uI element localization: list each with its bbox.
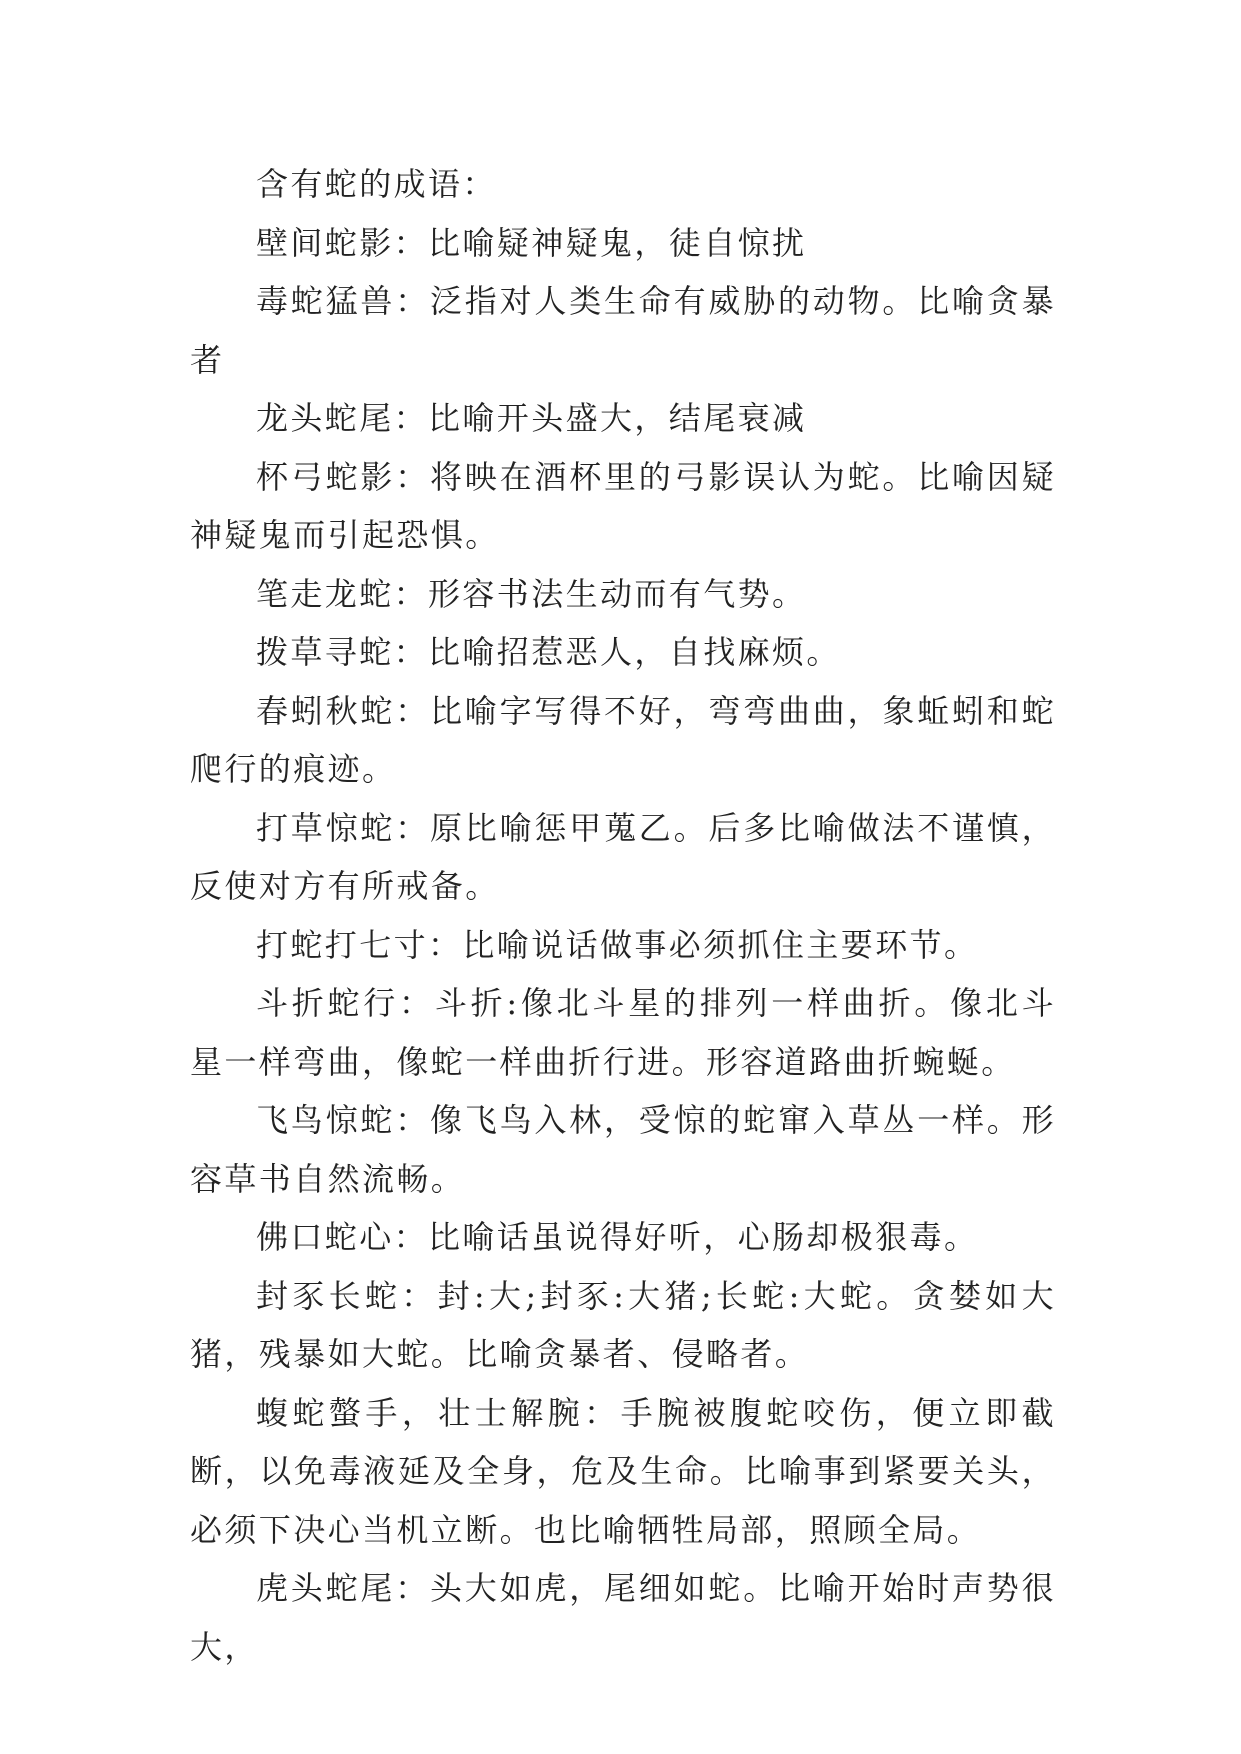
idiom-paragraph: 打蛇打七寸：比喻说话做事必须抓住主要环节。 (256, 925, 979, 964)
idiom-paragraph: 龙头蛇尾：比喻开头盛大，结尾衰减 (256, 399, 807, 437)
document-body (190, 155, 1056, 1676)
idiom-paragraph: 笔走龙蛇：形容书法生动而有气势。 (256, 574, 807, 613)
idiom-paragraph: 虎头蛇尾：头大如虎，尾细如蛇。比喻开始时声势很大， (190, 1569, 1056, 1666)
idiom-paragraph: 杯弓蛇影：将映在酒杯里的弓影误认为蛇。比喻因疑神疑鬼而引起恐惧。 (190, 457, 1056, 554)
idiom-paragraph: 封豕长蛇：封:大;封豕:大猪;长蛇:大蛇。贪婪如大猪，残暴如大蛇。比喻贪暴者、侵略者。 (190, 1276, 1056, 1373)
idiom-paragraph: 毒蛇猛兽：泛指对人类生命有威胁的动物。比喻贪暴者 (190, 282, 1056, 379)
idiom-paragraph: 斗折蛇行：斗折:像北斗星的排列一样曲折。像北斗星一样弯曲，像蛇一样曲折行进。形容道路曲折蜿蜒。 (190, 984, 1056, 1081)
idiom-paragraph: 佛口蛇心：比喻话虽说得好听，心肠却极狠毒。 (256, 1218, 979, 1256)
idiom-paragraph: 壁间蛇影：比喻疑神疑鬼，徒自惊扰 (256, 223, 807, 262)
document-heading: 含有蛇的成语： (256, 165, 497, 203)
idiom-paragraph: 拨草寻蛇：比喻招惹恶人，自找麻烦。 (256, 633, 841, 671)
idiom-paragraph: 飞鸟惊蛇：像飞鸟入林，受惊的蛇窜入草丛一样。形容草书自然流畅。 (190, 1101, 1056, 1198)
idiom-paragraph: 蝮蛇螫手，壮士解腕：手腕被腹蛇咬伤，便立即截断，以免毒液延及全身，危及生命。比喻事到紧要关头，必须下决心当机立断。也比喻牺牲局部，照顾全局。 (190, 1393, 1056, 1549)
idiom-paragraph: 打草惊蛇：原比喻惩甲蒐乙。后多比喻做法不谨慎，反使对方有所戒备。 (190, 808, 1056, 905)
idiom-paragraph: 春蚓秋蛇：比喻字写得不好，弯弯曲曲，象蚯蚓和蛇爬行的痕迹。 (190, 691, 1056, 788)
